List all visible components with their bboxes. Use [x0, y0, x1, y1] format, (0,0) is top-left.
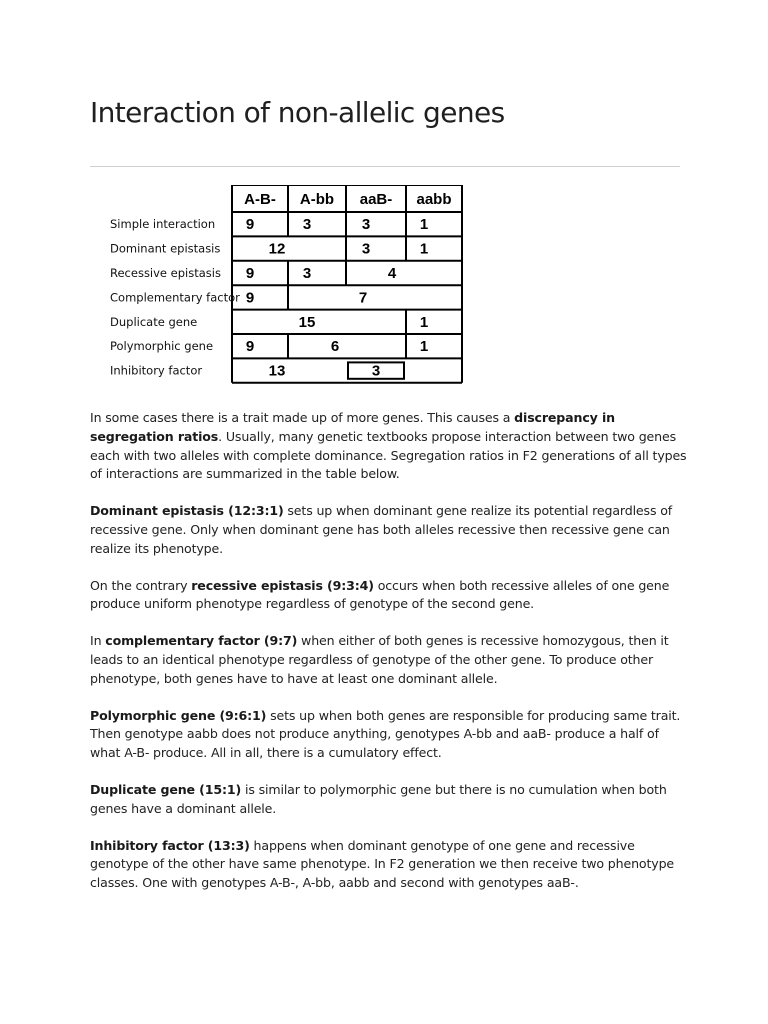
text-run: In: [90, 633, 106, 649]
ratio-value: 4: [387, 265, 397, 282]
ratio-value: 3: [302, 216, 312, 234]
paragraph: [90, 837, 690, 893]
emphasized-term: Polymorphic gene (9:6:1): [90, 707, 267, 723]
ratio-value: 9: [245, 289, 255, 307]
row-label: Polymorphic gene: [110, 339, 214, 354]
column-header: A-B-: [244, 191, 276, 208]
text-run: sets up when both genes are responsible for producing same trait. Then genotype aabb does not produce anything, genotypes A-bb and aaB- produce a half of what A-B- produce. All in all, there is a cumulatory effect.: [90, 707, 681, 761]
paragraph: [90, 409, 690, 484]
paragraph: [90, 632, 690, 688]
row-label: Inhibitory factor: [110, 363, 203, 378]
row-label: Recessive epistasis: [110, 266, 221, 280]
emphasized-term: Inhibitory factor (13:3): [90, 837, 250, 853]
page-title: Interaction of non-allelic genes: [90, 96, 505, 129]
text-run: happens when dominant genotype of one gene and recessive genotype of the other have same phenotype. In F2 generation we then receive two phenotype classes. One with genotypes A-B-, A-bb, aabb and second with genotypes aaB-.: [90, 837, 675, 891]
ratio-value: 15: [298, 313, 316, 331]
emphasized-term: complementary factor (9:7): [105, 633, 298, 649]
ratio-value: 12: [268, 240, 286, 258]
ratio-value: 9: [245, 338, 255, 356]
emphasized-term: recessive epistasis (9:3:4): [191, 577, 374, 593]
text-run: is similar to polymorphic gene but there is no cumulation when both genes have a dominant allele.: [90, 781, 667, 816]
ratio-value: 3: [302, 265, 312, 282]
ratio-value: 7: [358, 289, 368, 307]
emphasized-term: Dominant epistasis (12:3:1): [90, 503, 284, 519]
emphasized-term: discrepancy in segregation ratios: [90, 410, 615, 444]
column-header: aabb: [416, 191, 452, 208]
text-run: when either of both genes is recessive homozygous, then it leads to an identical phenotype regardless of genotype of the other gene. To produce other phenotype, both genes have to have at least one dominant allele.: [90, 633, 669, 686]
text-run: sets up when dominant gene realize its potential regardless of recessive gene. Only when dominant gene has both alleles recessive then recessive gene can realize its phenotype.: [90, 503, 673, 556]
row-label: Duplicate gene: [110, 314, 198, 329]
ratio-value: 1: [419, 240, 429, 258]
ratio-value: 9: [245, 216, 255, 234]
column-header: aaB-: [359, 191, 393, 208]
column-header: A-bb: [299, 191, 335, 208]
text-run: In some cases there is a trait made up of more genes. This causes a: [90, 410, 515, 425]
article-body: [90, 409, 690, 911]
ratio-value: 1: [419, 313, 429, 331]
paragraph: [90, 781, 690, 819]
ratio-value: 9: [245, 265, 255, 282]
text-run: On the contrary: [90, 577, 192, 593]
row-label: Complementary factor: [110, 290, 240, 305]
ratio-value: 6: [330, 338, 340, 356]
row-label: Simple interaction: [110, 217, 216, 232]
paragraph: [90, 707, 690, 763]
segregation-ratio-table: [90, 185, 490, 390]
ratio-value: 3: [371, 362, 381, 380]
ratio-value: 3: [361, 216, 371, 234]
row-label: Dominant epistasis: [110, 241, 221, 256]
ratio-value: 13: [268, 362, 286, 380]
text-run: . Usually, many genetic textbooks propose interaction between two genes each with two alleles with complete dominance. Segregation ratios in F2 generations of all types of interactions are summarized in the table below.: [90, 428, 687, 482]
ratio-value: 1: [419, 216, 429, 234]
ratio-value: 3: [361, 240, 371, 258]
paragraph: [90, 502, 690, 558]
text-run: occurs when both recessive alleles of one gene produce uniform phenotype regardless of genotype of the second gene.: [90, 577, 670, 612]
title-divider: [90, 166, 680, 167]
emphasized-term: Duplicate gene (15:1): [90, 781, 242, 797]
ratio-value: 1: [419, 338, 429, 356]
paragraph: [90, 577, 690, 615]
